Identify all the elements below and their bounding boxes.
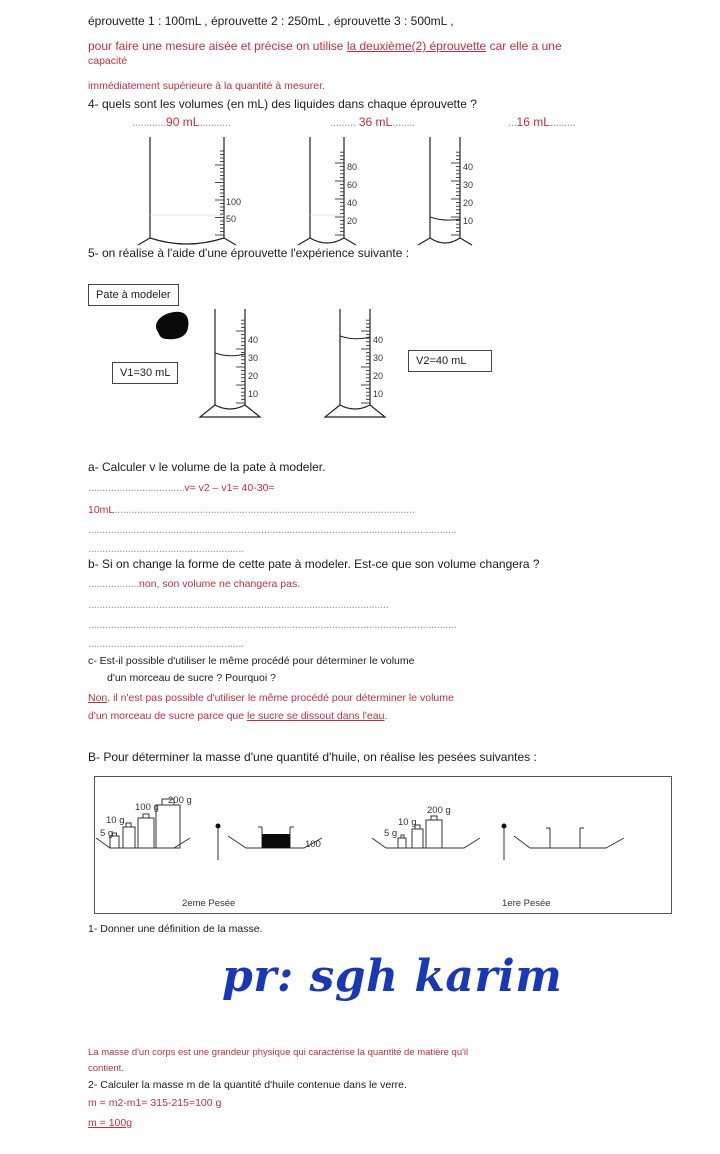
dots: .................................. xyxy=(88,480,185,494)
answer-choice-line xyxy=(88,39,562,53)
dots: ......... xyxy=(549,115,576,129)
cylinder-1-label: 50 xyxy=(226,214,237,224)
answer-choice-line2: capacité xyxy=(88,55,128,67)
qa-answer-result: 10mL xyxy=(88,504,115,516)
answer-line-dots: ....................................................... xyxy=(88,541,244,555)
graduated-cylinder-v2 xyxy=(330,305,420,425)
weight-label: 10 g xyxy=(106,815,125,826)
qa-answer-formula: v= v2 – v1= 40-30= xyxy=(184,482,275,494)
answer-line-dots: .................................................................................................................................. xyxy=(88,522,457,536)
cylinder-3-label: 20 xyxy=(463,198,474,208)
v1-label: V1=30 mL xyxy=(112,362,178,384)
qa-answer-line1 xyxy=(88,480,275,495)
mass-calculation: m = m2-m1= 315-215=100 g xyxy=(88,1097,222,1109)
cylinder-v2-label: 10 xyxy=(373,389,384,399)
dots: ........ xyxy=(392,115,415,129)
q4-answer-3 xyxy=(508,115,575,129)
answer-line-dots: .................................................................................................................................. xyxy=(88,617,457,631)
answer-line-dots: .......................................................................................................... xyxy=(88,597,389,611)
answer-line-dots: ....................................................... xyxy=(88,636,244,650)
weight-label: 5 g xyxy=(384,828,398,839)
graduated-cylinder-1 xyxy=(140,135,260,245)
cylinder-v1-label: 20 xyxy=(248,371,259,381)
graduated-cylinder-3 xyxy=(420,135,500,245)
dots: ............ xyxy=(132,115,167,129)
cylinder-v1-label: 10 xyxy=(248,389,259,399)
weight-label: 5 g xyxy=(100,828,114,839)
question-b1: 1- Donner une définition de la masse. xyxy=(88,923,263,935)
question-b: b- Si on change la forme de cette pate à modeler. Est-ce que son volume changera ? xyxy=(88,557,540,571)
v2-label: V2=40 mL xyxy=(408,350,492,372)
qc-answer-text: d'un morceau de sucre parce que xyxy=(88,710,248,722)
qc-answer-line1 xyxy=(88,691,454,705)
q4-answer-1-value: 90 mL xyxy=(166,115,200,129)
cylinder-3-label: 30 xyxy=(463,180,474,190)
weighing-caption-2: 2eme Pesée xyxy=(182,898,236,909)
cylinder-1-label: 100 xyxy=(226,197,242,207)
graduated-cylinder-2 xyxy=(300,135,380,245)
answer-choice-underlined: la deuxième(2) éprouvette xyxy=(346,39,487,53)
author-signature: pr: sgh karim xyxy=(222,951,563,1002)
qc-answer-reason: le sucre se dissout dans l'eau xyxy=(247,710,385,722)
weight-label: 200 g xyxy=(168,795,192,806)
dots: ........... xyxy=(199,115,231,129)
cylinder-v2-label: 40 xyxy=(373,335,384,345)
modeling-clay-blob-icon xyxy=(150,310,195,342)
q4-answer-2 xyxy=(330,115,415,129)
qc-answer-line2 xyxy=(88,709,387,723)
part-b-intro: B- Pour déterminer la masse d'une quantité d'huile, on réalise les pesées suivantes : xyxy=(88,750,537,764)
answer-choice-text-end: car elle a une xyxy=(486,39,562,53)
cylinder-v1-label: 30 xyxy=(248,353,259,363)
qb-answer-line xyxy=(88,576,300,591)
cylinder-3-label: 40 xyxy=(463,162,474,172)
cylinder-2-label: 60 xyxy=(347,180,358,190)
weighing-caption-1: 1ere Pesée xyxy=(502,898,551,909)
qb-answer: non, son volume ne changera pas. xyxy=(139,578,301,590)
beaker-mass-label: 100 xyxy=(305,839,321,850)
question-b2: 2- Calculer la masse m de la quantité d'huile contenue dans le verre. xyxy=(88,1079,407,1091)
weight-label: 10 g xyxy=(398,817,417,828)
answer-choice-line3: immédiatement supérieure à la quantité à mesurer. xyxy=(88,80,325,92)
cylinder-v2-label: 30 xyxy=(373,353,384,363)
weight-label: 100 g xyxy=(135,802,159,813)
question-c-line2: d'un morceau de sucre ? Pourquoi ? xyxy=(107,672,276,684)
cylinder-2-label: 80 xyxy=(347,162,358,172)
cylinder-2-label: 40 xyxy=(347,198,358,208)
balance-diagram-2nd-weighing xyxy=(94,776,384,912)
mass-definition-line2: contient. xyxy=(88,1063,124,1074)
qa-answer-line2 xyxy=(88,502,415,517)
dots: .................. xyxy=(88,576,140,590)
dots: ......... xyxy=(330,115,356,129)
cylinder-3-label: 10 xyxy=(463,216,474,226)
mass-definition-line1: La masse d'un corps est une grandeur physique qui caractérise la quantité de matière qu'il xyxy=(88,1047,469,1058)
answer-choice-text: pour faire une mesure aisée et précise on utilise xyxy=(88,39,347,53)
cylinder-2-label: 20 xyxy=(347,216,358,226)
dots: ... xyxy=(508,115,517,129)
question-c-line1: c- Est-il possible d'utiliser le même procédé pour déterminer le volume xyxy=(88,655,415,667)
qc-answer-text: , il n'est pas possible d'utiliser le même procédé pour déterminer le volume xyxy=(107,692,454,704)
cylinder-capacities-line: éprouvette 1 : 100mL , éprouvette 2 : 250mL , éprouvette 3 : 500mL , xyxy=(88,14,454,28)
question-a: a- Calculer v le volume de la pate à modeler. xyxy=(88,460,326,474)
dots: .......................................................................................................... xyxy=(114,502,415,516)
qc-answer-no: Non xyxy=(88,692,108,704)
q4-answer-1 xyxy=(132,115,231,129)
q4-answer-2-value: 36 mL xyxy=(355,115,393,129)
graduated-cylinder-v1 xyxy=(205,305,295,425)
mass-result: m = 100g xyxy=(88,1117,133,1129)
question-5: 5- on réalise à l'aide d'une éprouvette l'expérience suivante : xyxy=(88,246,410,260)
question-4: 4- quels sont les volumes (en mL) des liquides dans chaque éprouvette ? xyxy=(88,97,477,111)
pate-a-modeler-label: Pate à modeler xyxy=(88,284,179,306)
balance-diagram-1st-weighing xyxy=(384,776,670,912)
cylinder-v1-label: 40 xyxy=(248,335,259,345)
cylinder-v2-label: 20 xyxy=(373,371,384,381)
weight-label: 200 g xyxy=(427,805,451,816)
q4-answer-3-value: 16 mL xyxy=(516,115,550,129)
qc-answer-end: . xyxy=(384,710,388,722)
